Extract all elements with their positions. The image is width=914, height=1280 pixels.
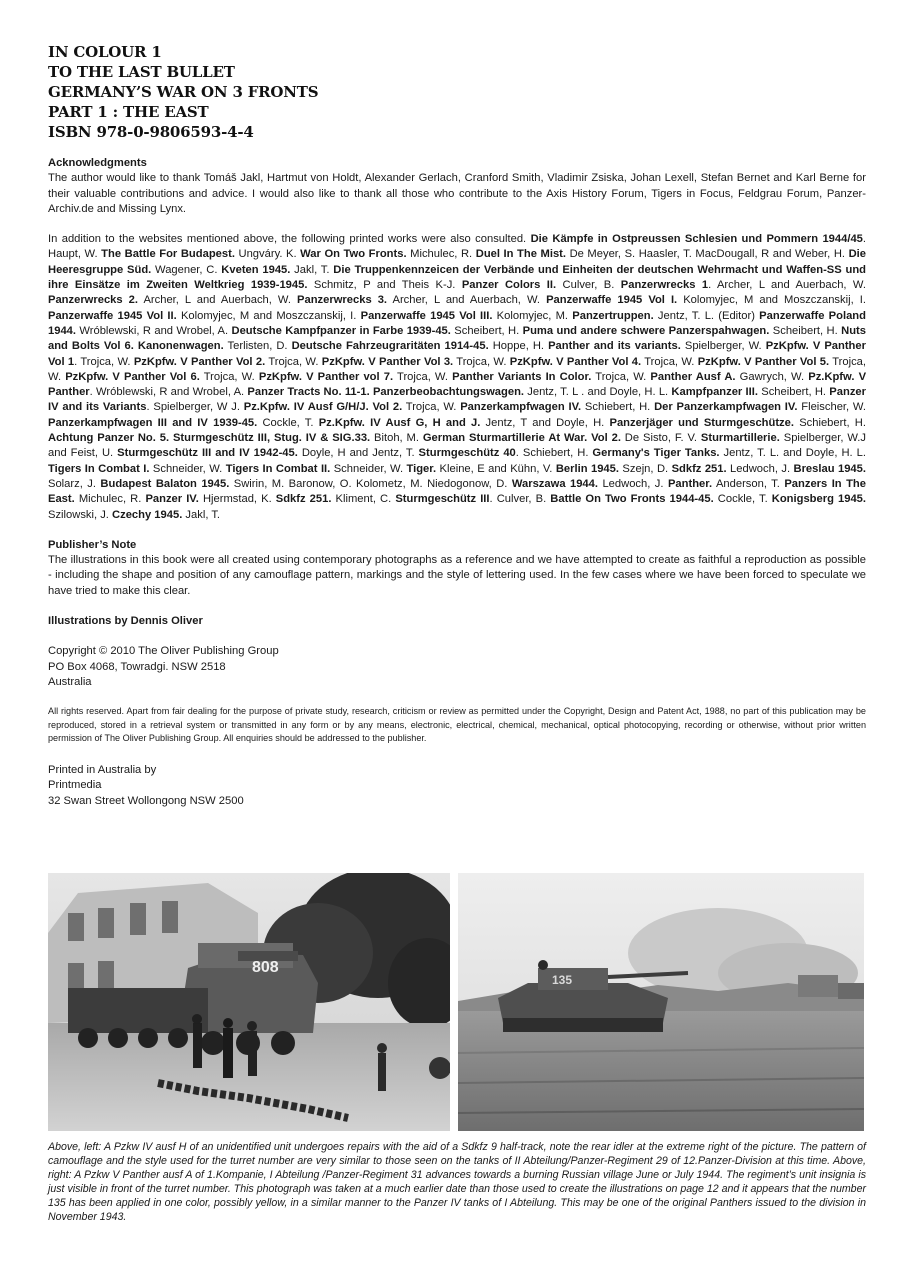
source-title: Panzer IV and its Variants [48,386,866,414]
source-title: Deutsche Fahrzeugraritäten 1914-45. [291,340,489,353]
source-title: Panzerkampfwagen III and IV 1939-45. [48,416,258,429]
source-title: Panzer Tracts No. 11-1. Panzerbeobachtungswagen. [247,386,525,399]
source-author: . Wróblewski, R and Wrobel, A. [89,386,248,399]
source-author: Ledwoch, J. [598,477,668,490]
source-author: Kolomyjec, M. [492,309,573,322]
source-title: Germany's Tiger Tanks. [592,447,720,460]
source-author: Szejn, D. [618,462,672,475]
publishers-note-section [48,538,866,599]
source-author: Trojca, W. [199,370,259,383]
source-title: Panzer Colors II. [461,279,557,292]
source-title: PzKpfw. V Panther vol 7. [258,370,394,383]
acknowledgments-heading: Acknowledgments [48,157,147,169]
source-author: Terlisten, D. [223,340,292,353]
photo-left-image [48,873,450,1131]
source-author: Jentz, T. L. (Editor) [653,309,760,322]
source-title: Warszawa 1944. [511,477,598,490]
source-title: Panzerwaffe Poland 1944. [48,309,866,337]
source-author: Michulec, R. [74,493,146,506]
source-title: Kveten 1945. [221,263,291,276]
photo-right-panther-advance [458,873,864,1131]
sources-paragraph [48,232,866,523]
source-title: German Sturmartillerie At War. Vol 2. [422,432,621,445]
source-title: Panzers In The East. [48,477,866,506]
source-title: Sturmgeschütz 40 [418,447,516,460]
source-author: Trojca, W. [48,355,867,383]
printer-line-1: Printed in Australia by [48,763,157,776]
source-author: . Archer, L and Auerbach, W. [708,279,866,292]
page-content [48,42,866,824]
source-title: Pz.Kpfw. IV Ausf G/H/J. Vol 2. [243,401,403,414]
source-title: Panzerwaffe 1945 Vol II. [48,309,177,322]
source-author: Jakl, T. [290,263,334,276]
photo-row [48,873,864,1131]
source-author: Anderson, T. [712,477,785,490]
source-title: Breslau 1945. [793,462,866,475]
publishers-note-heading: Publisher’s Note [48,538,137,551]
printer-line-2: Printmedia [48,779,102,792]
source-title: Tiger. [406,462,437,475]
source-author: . Schiebert, H. [515,447,593,460]
source-author: Solarz, J. [48,477,101,490]
source-title: Tigers In Combat I. [48,462,150,475]
rights-section [48,705,866,746]
source-title: Panther. [667,477,713,490]
source-author: Bitoh, M. [370,432,423,445]
title-line-2: TO THE LAST BULLET [48,63,235,81]
source-title: Achtung Panzer No. 5. Sturmgeschütz III, Stug. IV & SIG.33. [48,432,371,445]
title-line-1: IN COLOUR 1 [48,43,162,61]
copyright-section [48,644,866,690]
source-author: Schneider, W. [149,462,226,475]
copyright-line-3: Australia [48,675,92,688]
source-title: Panther and its variants. [548,340,681,353]
source-title: Panzerwrecks 3. [297,294,388,307]
source-title: War On Two Fronts. [300,248,407,261]
acknowledgments-body: The author would like to thank Tomáš Jakl, Hartmut von Holdt, Alexander Gerlach, Cranford Smith, Vladimir Zsiska, Johan Lexell, Stefan Bernet and Karl Berne for their valuable contributions and advice. I would also like to thank all those who contribute to the Axis History Forum, Tigers in Focus, Feldgrau Forum, Panzer-Archiv.de and Missing Lynx. [48,172,866,215]
source-author: Kliment, C. [331,493,396,506]
source-title: Pz.Kpfw. V Panther [48,370,867,399]
source-title: Czechy 1945. [112,508,183,521]
source-author: . Trojca, W. [74,355,134,368]
source-title: Tigers In Combat II. [225,462,331,475]
source-author: Jentz, T and Doyle, H. [480,416,610,429]
source-author: Hoppe, H. [488,340,549,353]
source-author: Schneider, W. [330,462,407,475]
source-title: Puma und andere schwere Panzerspahwagen. [522,324,770,337]
publishers-note-body: The illustrations in this book were all created using contemporary photographs as a reference and we have attempted to create as faithful a reproduction as possible - including the shape and position of any camouflage pattern, markings and the style of lettering used. In the few cases where we have been forced to speculate we have tried to make this clear. [48,554,866,597]
source-author: Gawrych, W. [735,370,809,383]
source-author: Trojca, W. [641,355,698,368]
rights-notice: All rights reserved. Apart from fair dealing for the purpose of private study, research, criticism or review as permitted under the Copyright, Design and Patent Act, 1988, no part of this publication may be reproduced, stored in a retrieval system or transmitted in any form or by any means, electronic, electrical, chemical, mechanical, optical photocopying, recording or otherwise, without prior written permission of The Oliver Publishing Group. All enquiries should be addressed to the publisher. [48,706,866,744]
source-title: Die Heeresgruppe Süd. [48,248,867,276]
source-title: Sturmgeschütz III and IV 1942-45. [117,447,298,460]
source-author: Kleine, E and Kühn, V. [436,462,556,475]
source-title: PzKpfw. V Panther Vol 4. [509,355,642,368]
source-title: Panzerjäger und Sturmgeschütze. [609,416,794,429]
source-title: Panzerwaffe 1945 Vol I. [546,294,678,307]
source-author: Spielberger, W.J and Feist, U. [48,432,866,460]
source-title: Duel In The Mist. [475,248,566,261]
source-title: Pz.Kpfw. IV Ausf G, H and J. [318,416,481,429]
source-title: Kampfpanzer III. [671,386,758,399]
source-author: De Meyer, S. Haasler, T. MacDougall, R and Weber, H. [566,248,849,261]
source-author: Kolomyjec, M and Moszczanskij, I. [677,294,866,307]
source-title: Panther Variants In Color. [452,370,592,383]
source-title: The Battle For Budapest. [101,248,235,261]
source-author: Trojca, W. [591,370,651,383]
source-author: Wróblewski, R and Wrobel, A. [76,324,232,337]
photo-left-turret-number: 808 [252,959,279,976]
source-title: Battle On Two Fronts 1944-45. [550,493,714,506]
copyright-line-2: PO Box 4068, Towradgi. NSW 2518 [48,660,226,673]
source-title: Panzertruppen. [572,309,654,322]
source-title: Panzerwrecks 2. [48,294,139,307]
source-author: Hjermstad, K. [198,493,276,506]
source-author: Archer, L and Auerbach, W. [387,294,547,307]
source-title: Budapest Balaton 1945. [100,477,230,490]
book-title-block [48,42,866,142]
printer-section [48,763,866,809]
photo-left-panzer-iv-repair [48,873,450,1131]
source-author: Schmitz, P and Theis K-J. [307,279,462,292]
source-author: Jakl, T. [182,508,221,521]
source-author: Jentz, T. L . and Doyle, H. L. [524,386,672,399]
source-author: Kolomyjec, M and Moszczanskij, I. [176,309,361,322]
source-title: Panzerkampfwagen IV. [460,401,582,414]
photo-right-image [458,873,864,1131]
source-title: Berlin 1945. [555,462,619,475]
source-title: Sdkfz 251. [275,493,332,506]
source-author: Fleischer, W. [797,401,866,414]
source-author: Szilowski, J. [48,508,113,521]
source-author: Trojca, W. [402,401,461,414]
source-title: Panzerwrecks 1 [620,279,709,292]
source-title: Panzerwaffe 1945 Vol III. [360,309,493,322]
source-author: Ungváry. K. [234,248,301,261]
acknowledgments-section [48,156,866,217]
source-title: PzKpfw. V Panther Vol 2. [133,355,266,368]
source-title: Sdkfz 251. [671,462,727,475]
source-author: De Sisto, F. V. [620,432,701,445]
source-author: Schiebert, H. [793,416,866,429]
source-author: Cockle, T. [713,493,772,506]
source-author: Scheibert, H. [769,324,842,337]
source-title: PzKpfw. V Panther Vol 5. [697,355,830,368]
source-author: . Haupt, W. [48,233,866,261]
source-title: Deutsche Kampfpanzer in Farbe 1939-45. [231,324,451,337]
source-title: Panther Ausf A. [650,370,736,383]
isbn-line: ISBN 978-0-9806593-4-4 [48,123,254,141]
source-title: Sturmartillerie. [700,432,780,445]
title-line-3: GERMANY’S WAR ON 3 FRONTS [48,83,319,101]
printer-line-3: 32 Swan Street Wollongong NSW 2500 [48,794,244,807]
source-title: Der Panzerkampfwagen IV. [654,401,798,414]
title-line-4: PART 1 : THE EAST [48,103,209,121]
source-author: Doyle, H and Jentz, T. [297,447,419,460]
source-author: Michulec, R. [406,248,476,261]
source-author: Schiebert, H. [581,401,655,414]
source-title: Die Truppenkennzeicen der Verbände und Einheiten der deutschen Wehrmacht und Waffen-SS und ihre Einsätze im Zweiten Weltkrieg 1939-1945. [48,263,867,292]
source-title: Nuts and Bolts Vol 6. Kanonenwagen. [48,324,866,353]
source-author: Scheibert, H. [757,386,830,399]
source-author: . Spielberger, W J. [146,401,244,414]
source-author: Swirin, M. Baronow, O. Kolometz, M. Niedogonow, D. [229,477,512,490]
source-author: Wagener, C. [151,263,222,276]
source-author: Trojca, W. [265,355,322,368]
sources-intro: In addition to the websites mentioned above, the following printed works were also consulted. [48,233,531,246]
illustrations-credit: Illustrations by Dennis Oliver [48,615,203,628]
copyright-line-1: Copyright © 2010 The Oliver Publishing Group [48,645,279,658]
source-title: PzKpfw. V Panther Vol 6. [65,370,200,383]
source-author: Scheibert, H. [450,324,523,337]
photo-right-turret-number: 135 [552,973,573,987]
source-title: Panzer IV. [145,493,199,506]
source-author: Trojca, W. [453,355,510,368]
source-author: Archer, L and Auerbach, W. [138,294,298,307]
source-author: Spielberger, W. [680,340,766,353]
source-title: PzKpfw. V Panther Vol 3. [321,355,454,368]
source-title: Sturmgeschütz III [395,493,490,506]
source-author: Trojca, W. [393,370,453,383]
illustrations-credit-section [48,614,866,629]
source-title: Die Kämpfe in Ostpreussen Schlesien und Pommern 1944/45 [530,233,863,246]
source-author: . Culver, B. [489,493,551,506]
source-author: Cockle, T. [257,416,319,429]
sources-section [48,232,866,523]
source-author: Jentz, T. L. and Doyle, H. L. [719,447,866,460]
source-author: Ledwoch, J. [726,462,794,475]
photo-caption: Above, left: A Pzkw IV ausf H of an unidentified unit undergoes repairs with the aid of a Sdkfz 9 half-track, note the rear idler at the extreme right of the picture. The pattern of camouflage and the style used for the turret number are very similar to those seen on the tanks of II Abteilung/Panzer-Regiment 29 of 12.Panzer-Division at this time. Above, right: A Pzkw V Panther ausf A of 1.Kompanie, I Abteilung /Panzer-Regiment 31 advances towards a burning Russian village June or July 1944. The regiment’s unit insignia is just visible in front of the turret number. This photograph was taken at a much earlier date than those used to create the illustrations on page 12 and it appears that the number 135 has been applied in one color, possibly yellow, in a similar manner to the Panzer IV tanks of I Abteilung. This may be one of the original Panthers issued to the division in November 1943. [48,1141,866,1224]
source-title: Konigsberg 1945. [771,493,866,506]
source-author: Culver, B. [556,279,621,292]
source-title: PzKpfw. V Panther Vol 1 [48,340,866,368]
